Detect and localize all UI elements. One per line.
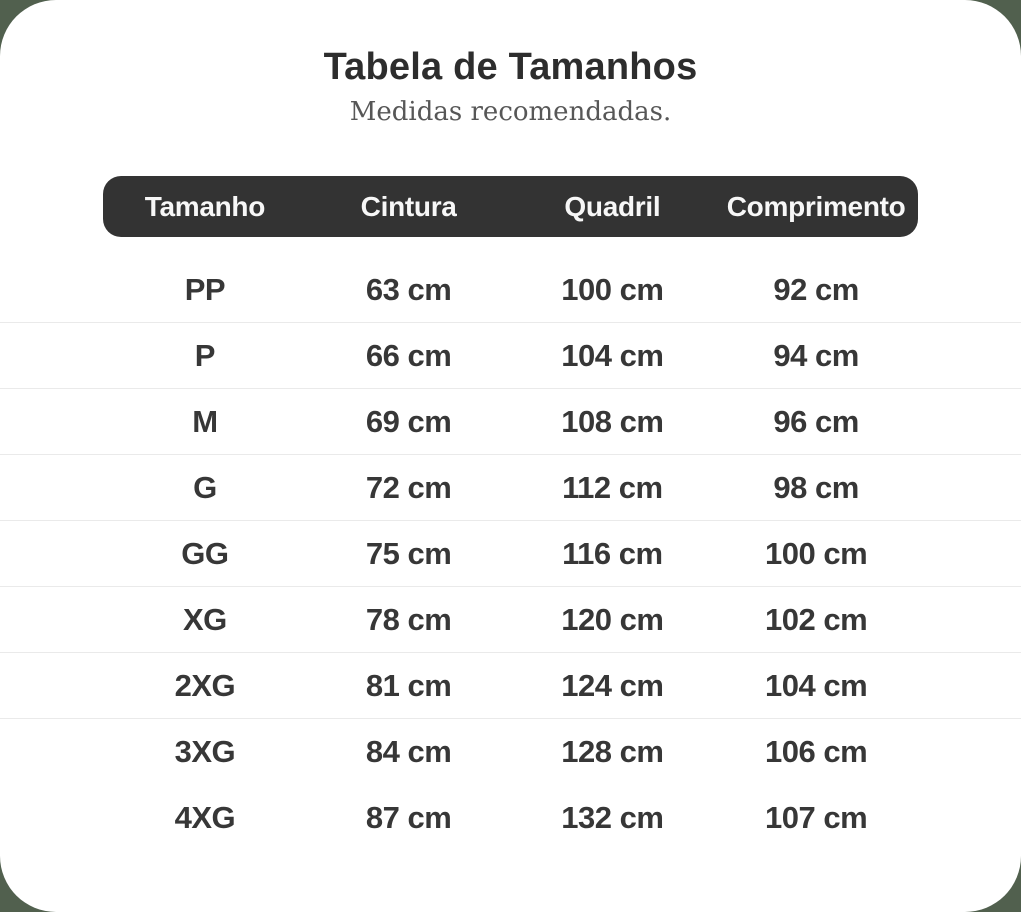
waist-cell: 66 cm: [365, 337, 452, 373]
waist-cell: 87 cm: [365, 800, 452, 836]
hip-cell: 116 cm: [562, 535, 663, 571]
table-row-inner: [103, 785, 918, 851]
table-row-inner: [103, 587, 918, 652]
size-cell: GG: [181, 535, 229, 571]
length-cell: 94 cm: [773, 337, 859, 373]
waist-cell: 63 cm: [365, 271, 452, 307]
table-row-gg: [0, 521, 1021, 587]
length-cell: 102 cm: [765, 601, 868, 637]
column-header-quadril: Quadril: [564, 190, 661, 222]
hip-cell: 124 cm: [561, 667, 664, 703]
table-row-4xg: [0, 785, 1021, 851]
table-row-p: [0, 323, 1021, 389]
length-cell: 100 cm: [765, 535, 868, 571]
waist-cell: 84 cm: [365, 734, 452, 770]
hip-cell: 104 cm: [561, 337, 664, 373]
size-cell: 3XG: [174, 734, 236, 770]
length-cell: 98 cm: [773, 469, 859, 505]
length-cell: 104 cm: [765, 667, 868, 703]
table-row-2xg: [0, 653, 1021, 719]
chart-title: Tabela de Tamanhos: [323, 46, 698, 88]
length-cell: 107 cm: [765, 800, 868, 836]
size-cell: 2XG: [174, 667, 236, 703]
hip-cell: 132 cm: [561, 800, 664, 836]
table-row-inner: [103, 455, 918, 520]
table-row-inner: [103, 653, 918, 718]
hip-cell: 112 cm: [562, 469, 663, 505]
size-cell: M: [192, 403, 218, 439]
hip-cell: 128 cm: [561, 734, 664, 770]
size-cell: XG: [182, 601, 227, 637]
hip-cell: 108 cm: [561, 403, 664, 439]
size-cell: G: [193, 469, 217, 505]
waist-cell: 81 cm: [365, 667, 452, 703]
table-row-inner: [103, 521, 918, 586]
hip-cell: 120 cm: [561, 601, 664, 637]
table-row-3xg: [0, 719, 1021, 785]
size-cell: P: [194, 337, 215, 373]
column-header-cintura: Cintura: [360, 190, 457, 222]
table-row-g: [0, 455, 1021, 521]
table-body: [0, 257, 1021, 851]
table-header-bar: [103, 176, 918, 237]
waist-cell: 75 cm: [365, 535, 452, 571]
waist-cell: 69 cm: [365, 403, 452, 439]
column-header-comprimento: Comprimento: [726, 190, 906, 222]
hip-cell: 100 cm: [561, 271, 664, 307]
column-header-tamanho: Tamanho: [144, 190, 266, 222]
table-row-inner: [103, 323, 918, 388]
table-row-xg: [0, 587, 1021, 653]
table-row-inner: [103, 257, 918, 322]
table-row-m: [0, 389, 1021, 455]
waist-cell: 78 cm: [365, 601, 452, 637]
table-row-inner: [103, 719, 918, 785]
length-cell: 106 cm: [765, 734, 868, 770]
size-cell: 4XG: [174, 800, 236, 836]
size-cell: PP: [184, 271, 226, 307]
waist-cell: 72 cm: [365, 469, 452, 505]
length-cell: 92 cm: [773, 271, 859, 307]
chart-subtitle: Medidas recomendadas.: [349, 96, 672, 127]
table-row-pp: [0, 257, 1021, 323]
length-cell: 96 cm: [773, 403, 859, 439]
table-row-inner: [103, 389, 918, 454]
